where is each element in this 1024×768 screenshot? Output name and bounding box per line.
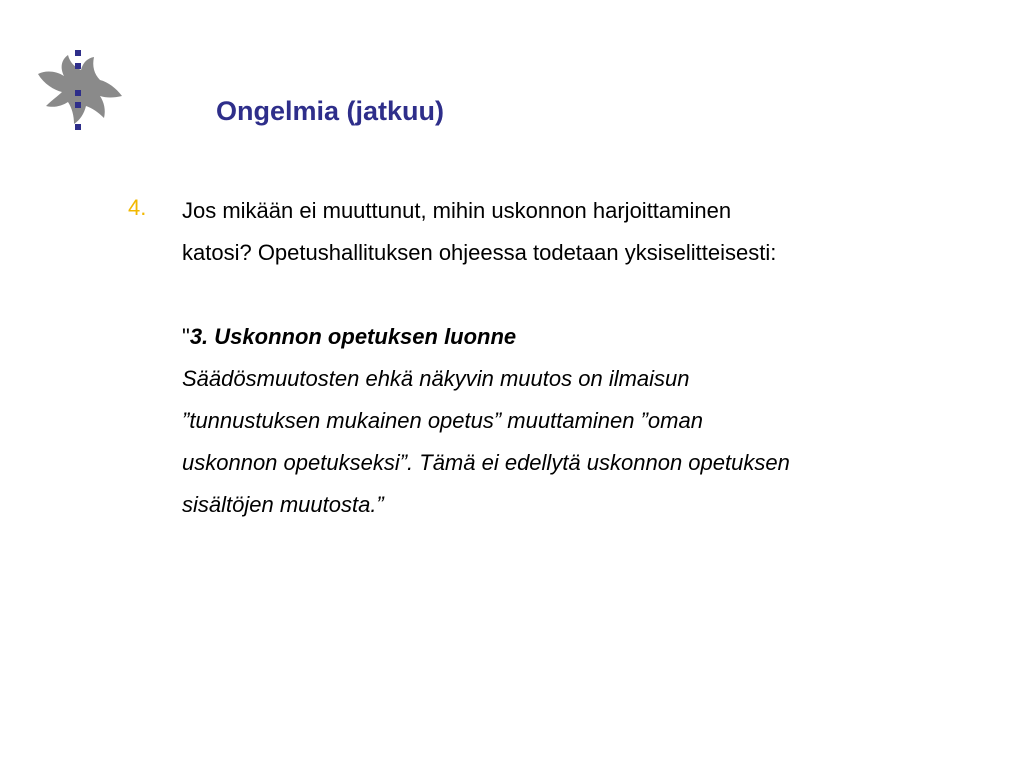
list-item-body xyxy=(182,190,982,526)
quote-heading-line xyxy=(182,316,982,358)
body-line: Jos mikään ei muuttunut, mihin uskonnon harjoittaminen xyxy=(182,198,732,223)
quote-line: uskonnon opetukseksi”. Tämä ei edellytä uskonnon opetuksen xyxy=(182,450,790,475)
logo-dot xyxy=(75,50,81,56)
list-item-number: 4. xyxy=(128,195,147,220)
paragraph-spacer xyxy=(182,274,982,316)
quote-heading: 3. Uskonnon opetuksen luonne xyxy=(189,324,517,349)
quote-open-mark: " xyxy=(182,324,190,349)
logo-dot xyxy=(75,63,81,69)
logo-dot xyxy=(75,124,81,130)
logo-dot xyxy=(75,90,81,96)
university-flame-logo-icon xyxy=(34,44,126,136)
quote-line: sisältöjen muutosta.” xyxy=(182,492,384,517)
quote-line: Säädösmuutosten ehkä näkyvin muutos on ilmaisun xyxy=(182,366,690,391)
logo-dot xyxy=(75,102,81,108)
body-line: katosi? Opetushallituksen ohjeessa todetaan yksiselitteisesti: xyxy=(182,240,777,265)
quote-line: ”tunnustuksen mukainen opetus” muuttaminen ”oman xyxy=(182,408,703,433)
slide-title: Ongelmia (jatkuu) xyxy=(216,96,445,126)
